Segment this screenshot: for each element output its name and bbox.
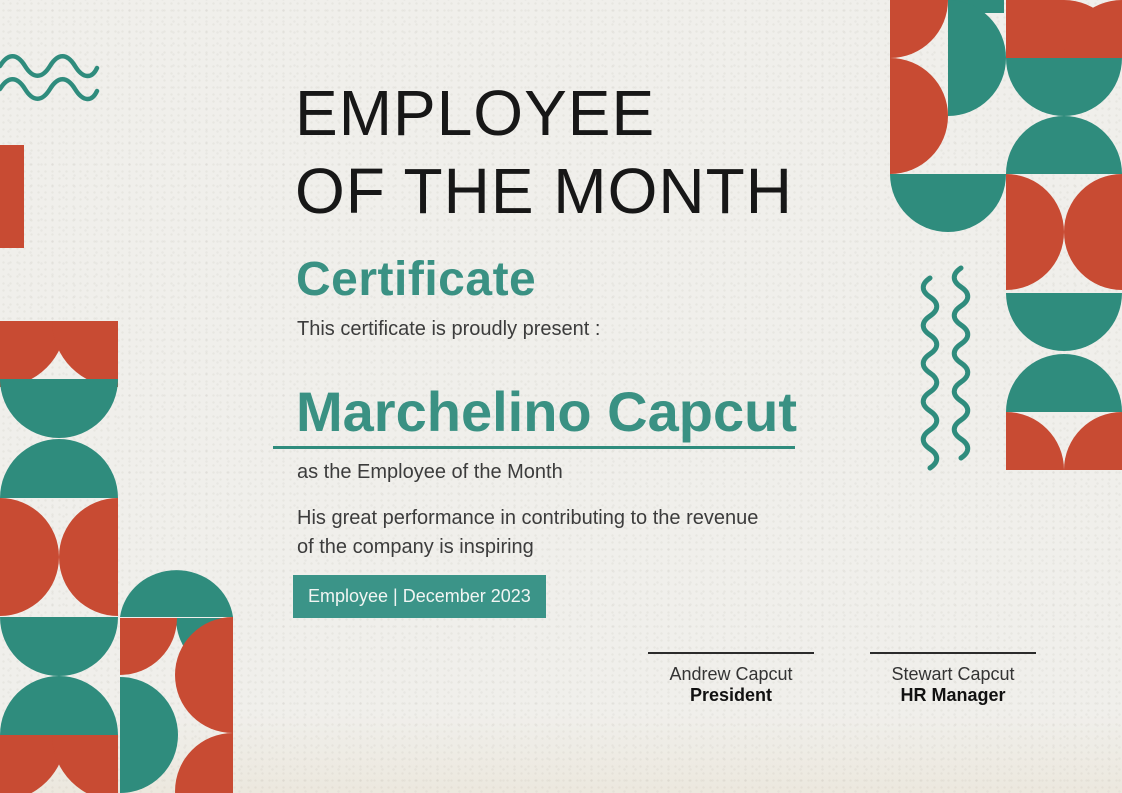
recipient-name: Marchelino Capcut <box>296 380 797 443</box>
certificate-title <box>295 74 793 230</box>
geometric-pattern-left <box>0 321 234 793</box>
signature-name: Stewart Capcut <box>891 664 1015 684</box>
recipient-subtitle: as the Employee of the Month <box>297 461 563 483</box>
signature-role: HR Manager <box>900 685 1006 705</box>
description-text <box>297 504 758 562</box>
certificate-title-line1: EMPLOYEE <box>295 77 656 149</box>
presented-text: This certificate is proudly present : <box>297 318 601 340</box>
description-line2: of the company is inspiring <box>297 536 534 558</box>
certificate-heading: Certificate <box>296 253 537 306</box>
recipient-name-underline <box>273 446 795 449</box>
signature-block-hr-manager <box>843 652 1063 706</box>
certificate-title-line2: OF THE MONTH <box>295 155 793 227</box>
description-line1: His great performance in contributing to the revenue <box>297 507 759 529</box>
signature-name: Andrew Capcut <box>669 664 793 684</box>
signature-block-president <box>621 652 841 706</box>
wavy-lines-right <box>916 262 976 474</box>
period-badge: Employee | December 2023 <box>293 575 546 618</box>
signature-line <box>648 652 814 654</box>
red-strip-decor <box>0 145 24 248</box>
signature-line <box>870 652 1036 654</box>
signature-role: President <box>689 685 773 705</box>
wavy-lines-top-left <box>0 52 102 104</box>
